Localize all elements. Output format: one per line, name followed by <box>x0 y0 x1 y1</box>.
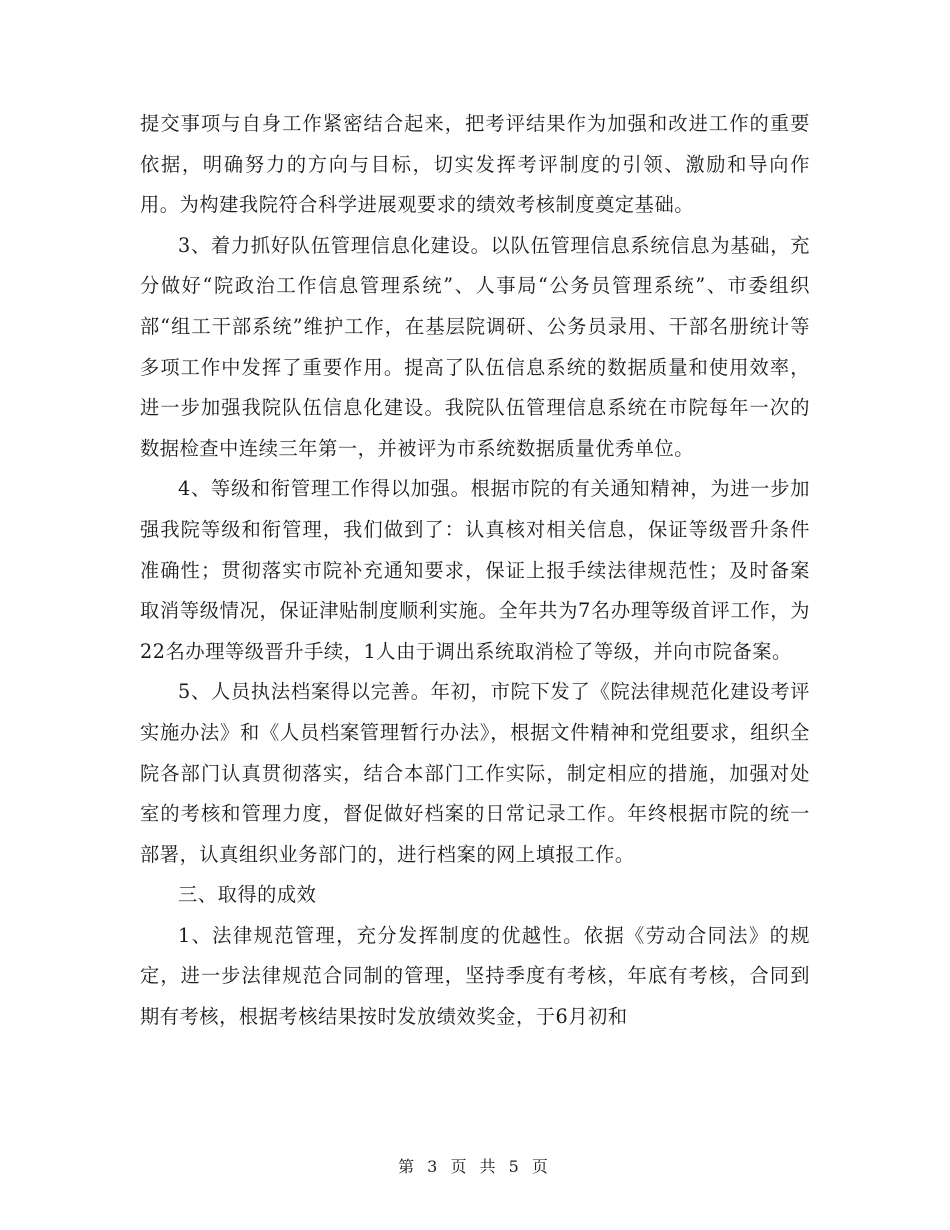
paragraph: 3、着力抓好队伍管理信息化建设。以队伍管理信息系统信息为基础，充分做好“院政治工作信息管理系统”、人事局“公务员管理系统”、市委组织部“组工干部系统”维护工作，在基层院调研、公务员录用、干部名册统计等多项工作中发挥了重要作用。提高了队伍信息系统的数据质量和使用效率，进一步加强我院队伍信息化建设。我院队伍管理信息系统在市院每年一次的数据检查中连续三年第一，并被评为市系统数据质量优秀单位。 <box>140 233 810 460</box>
paragraph: 1、法律规范管理，充分发挥制度的优越性。依据《劳动合同法》的规定，进一步法律规范合同制的管理，坚持季度有考核，年底有考核，合同到期有考核，根据考核结果按时发放绩效奖金，于6月初和 <box>140 923 810 1029</box>
section-heading: 三、取得的成效 <box>178 883 317 907</box>
paragraph: 提交事项与自身工作紧密结合起来，把考评结果作为加强和改进工作的重要依据，明确努力的方向与目标，切实发挥考评制度的引领、激励和导向作用。为构建我院符合科学进展观要求的绩效考核制度奠定基础。 <box>140 112 810 217</box>
paragraph: 4、等级和衔管理工作得以加强。根据市院的有关通知精神，为进一步加强我院等级和衔管理，我们做到了：认真核对相关信息，保证等级晋升条件准确性；贯彻落实市院补充通知要求，保证上报手续法律规范性；及时备案取消等级情况，保证津贴制度顺利实施。全年共为7名办理等级首评工作，为22名办理等级晋升手续，1人由于调出系统取消检了等级，并向市院备案。 <box>140 477 810 663</box>
document-body <box>140 104 810 1038</box>
paragraph: 5、人员执法档案得以完善。年初，市院下发了《院法律规范化建设考评实施办法》和《人员档案管理暂行办法》，根据文件精神和党组要求，组织全院各部门认真贯彻落实，结合本部门工作实际，制定相应的措施，加强对处室的考核和管理力度，督促做好档案的日常记录工作。年终根据市院的统一部署，认真组织业务部门的，进行档案的网上填报工作。 <box>140 680 810 866</box>
page-footer: 第 3 页 共 5 页 <box>398 1157 552 1176</box>
